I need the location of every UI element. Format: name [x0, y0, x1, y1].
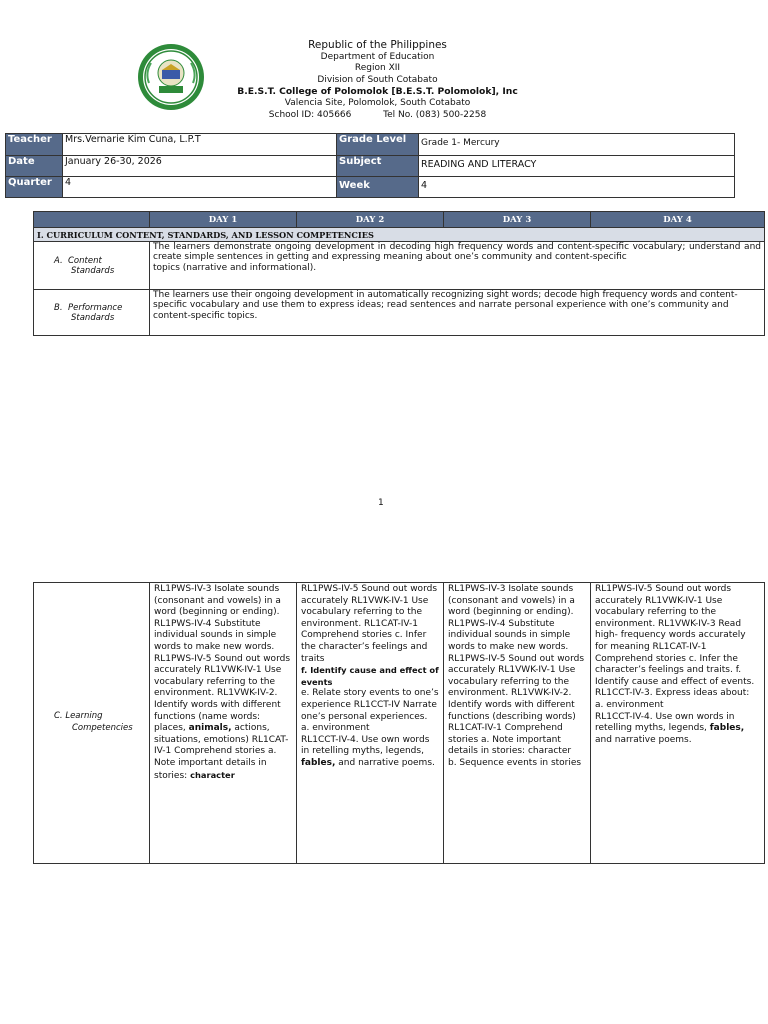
content-standards-label-1: Content	[68, 255, 102, 266]
grade-value: Grade 1- Mercury	[419, 134, 735, 156]
performance-standards-label-1: Performance	[68, 302, 123, 313]
learning-competencies-letter: C.	[54, 711, 63, 722]
performance-standards-text-1: The learners use their ongoing development in automatically recognizing sight words; decode high frequency words and content-	[153, 290, 738, 300]
day-4-header: DAY 4	[591, 212, 765, 228]
content-standards-label-2: Standards	[71, 265, 115, 276]
performance-standards-text	[150, 290, 765, 336]
day-2-bold-fables: fables,	[301, 757, 336, 768]
content-standards-label	[34, 242, 150, 290]
day-1-header: DAY 1	[150, 212, 297, 228]
learning-competencies-label-2: Competencies	[72, 723, 133, 733]
contact-line	[205, 110, 550, 122]
subject-label: Subject	[337, 156, 419, 177]
day-1-text-a: RL1PWS-IV-3 Isolate sounds (consonant and vowels) in a word (beginning or ending). RL1PWS-IV-4 Substitute individual sounds in simple words to make new words. RL1PWS-IV-5 Sound out words accurately RL1VWK-IV-1 Use vocabulary referring to the environment. RL1VWK-IV-2. Identify words with different functions (name words: places,	[154, 584, 291, 734]
day-3-text-b: b. Sequence events in stories	[448, 757, 582, 768]
day-1-bold-character: character	[190, 769, 235, 780]
subject-value: READING AND LITERACY	[419, 156, 735, 177]
content-standards-text-1: The learners demonstrate ongoing development in decoding high frequency words and content-specific vocabulary; understand and create simple sentences in getting and expressing meaning about one’s community and content-specific	[153, 242, 761, 263]
grade-label: Grade Level	[337, 134, 419, 156]
performance-standards-label-2: Standards	[71, 312, 115, 323]
day-4-text-a: RL1PWS-IV-5 Sound out words accurately RL1VWK-IV-1 Use vocabulary referring to the environment. RL1VWK-IV-3 Read high- frequency words accurately for meaning RL1CAT-IV-1 Comprehend stories c. Infer the character’s feelings and traits. f. Identify cause and effect of events. RL1CCT-IV-3. Express ideas about:	[595, 584, 755, 699]
teacher-label: Teacher	[6, 134, 63, 156]
date-label: Date	[6, 156, 63, 177]
corner-header	[34, 212, 150, 228]
day-4-competencies	[591, 583, 765, 864]
lesson-info-table	[5, 133, 735, 198]
content-standards-text	[150, 242, 765, 290]
day-2-text-f: and narrative poems.	[338, 757, 435, 768]
day-2-text-a: RL1PWS-IV-5 Sound out words accurately RL1VWK-IV-1 Use vocabulary referring to the environment. RL1CAT-IV-1 Comprehend stories c. Infer the character’s feelings and traits	[301, 584, 438, 664]
day-2-bold-cause-effect: f. Identify cause and effect of events	[301, 665, 439, 687]
curriculum-table	[33, 211, 765, 336]
teacher-value: Mrs.Vernarie Kim Cuna, L.P.T	[63, 134, 337, 156]
department-line: Department of Education	[320, 51, 435, 62]
day-2-competencies	[297, 583, 444, 864]
content-standards-letter: A.	[54, 255, 63, 266]
school-name: B.E.S.T. College of Polomolok [B.E.S.T. Polomolok], Inc	[237, 86, 518, 98]
day-1-text-c: actions, situations, emotions) RL1CAT-IV-1 Comprehend stories a. Note important details in stories:	[154, 723, 289, 781]
day-3-text-a: RL1PWS-IV-3 Isolate sounds (consonant and vowels) in a word (beginning or ending). RL1PWS-IV-4 Substitute individual sounds in simple words to make new words. RL1PWS-IV-5 Sound out words accurately RL1VWK-IV-1 Use vocabulary referring to the environment. RL1VWK-IV-2. Identify words with different functions (describing words) RL1CAT-IV-1 Comprehend stories a. Note important details in stories: character	[448, 584, 585, 757]
region-line: Region XII	[354, 63, 401, 74]
page-number: 1	[378, 498, 384, 508]
day-2-text-d: a. environment	[301, 723, 370, 734]
telephone: Tel No. (083) 500-2258	[383, 109, 487, 120]
day-1-competencies	[150, 583, 297, 864]
letterhead	[205, 40, 550, 121]
performance-standards-text-2: specific vocabulary and use them to express ideas; read sentences and narrate personal experience with one’s community and content-specific topics.	[153, 300, 729, 321]
date-value: January 26-30, 2026	[63, 156, 337, 177]
day-3-competencies	[444, 583, 591, 864]
day-4-text-d: a. environment	[595, 699, 664, 710]
content-standards-text-2: topics (narrative and informational).	[153, 262, 317, 273]
school-id: School ID: 405666	[268, 109, 352, 120]
performance-standards-letter: B.	[54, 302, 63, 313]
division-line: Division of South Cotabato	[317, 74, 438, 85]
day-1-bold-animals: animals,	[188, 723, 232, 734]
week-value: 4	[419, 177, 735, 198]
address-line: Valencia Site, Polomolok, South Cotabato	[284, 97, 471, 108]
day-2-header: DAY 2	[297, 212, 444, 228]
day-3-header: DAY 3	[444, 212, 591, 228]
quarter-label: Quarter	[6, 177, 63, 198]
school-seal-logo	[137, 43, 205, 111]
learning-competencies-table	[33, 582, 765, 864]
day-4-bold-fables: fables,	[709, 723, 745, 734]
learning-competencies-label-1: Learning	[65, 711, 103, 722]
section-title: I. CURRICULUM CONTENT, STANDARDS, AND LESSON COMPETENCIES	[34, 228, 765, 242]
day-4-text-e: RL1CCT-IV-4. Use own words in retelling myths, legends,	[595, 711, 735, 734]
week-label: Week	[337, 177, 419, 198]
learning-competencies-label	[34, 583, 150, 864]
day-2-text-e: RL1CCT-IV-4. Use own words in retelling myths, legends,	[301, 734, 430, 757]
performance-standards-label	[34, 290, 150, 336]
day-2-text-c: e. Relate story events to one’s experience RL1CCT-IV Narrate one’s personal experiences.	[301, 688, 439, 722]
republic-line: Republic of the Philippines	[308, 39, 447, 51]
day-4-text-f: and narrative poems.	[595, 734, 692, 745]
quarter-value: 4	[63, 177, 337, 198]
